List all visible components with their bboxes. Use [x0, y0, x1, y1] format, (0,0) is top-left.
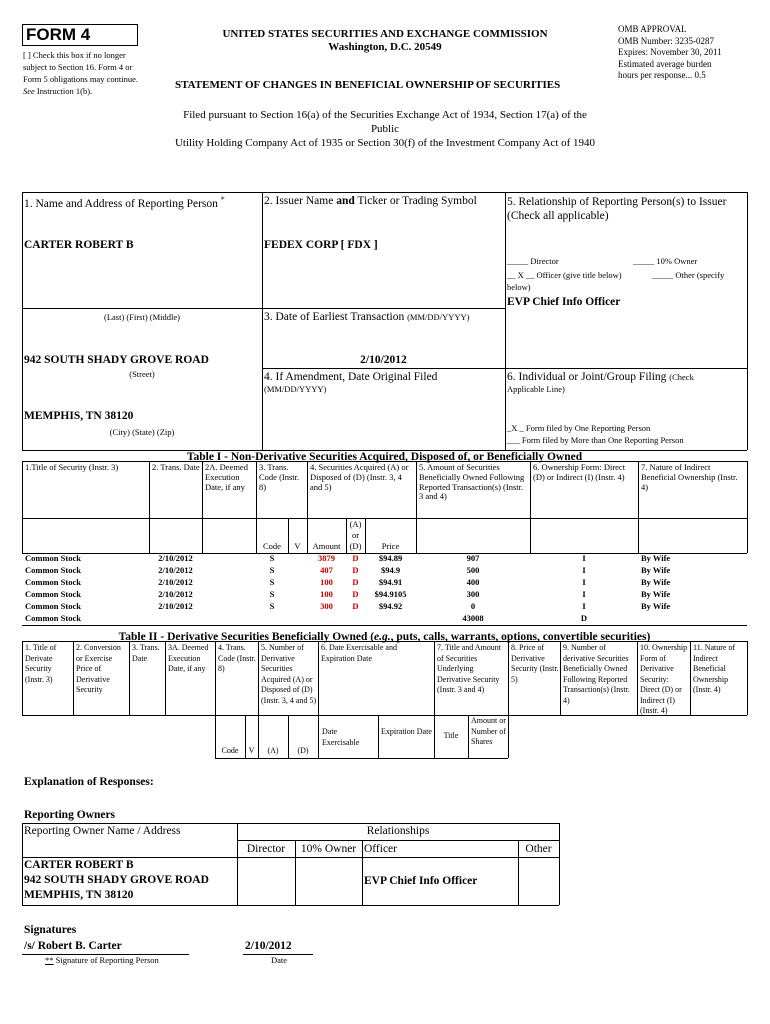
agency-name: UNITED STATES SECURITIES AND EXCHANGE COMMISSION	[222, 28, 548, 40]
t1-amount	[307, 613, 346, 625]
t2-col-underlying: 7. Title and Amount of Securities Underlying Derivative Security (Instr. 3 and 4)	[437, 643, 502, 694]
t1-date: 2/10/2012	[158, 577, 193, 588]
table2-title-pre: Table II - Derivative Securities Beneficially Owned (	[118, 631, 375, 643]
owners-col-director: Director	[246, 843, 286, 855]
owners-col-officer: Officer	[364, 843, 397, 855]
t1-col-nature: 7. Nature of Indirect Beneficial Ownership (Instr. 4)	[641, 462, 738, 492]
table2-title-post: , puts, calls, warrants, options, convertible securities)	[390, 631, 651, 643]
box1-star: *	[220, 195, 225, 204]
t1-nature: By Wife	[641, 589, 671, 600]
owner-officer-title: EVP Chief Info Officer	[364, 875, 478, 887]
form-title: FORM 4	[26, 25, 91, 44]
t1-amount: 100	[320, 589, 333, 600]
t2-col-exercisable: 6. Date Exercisable and Expiration Date	[321, 643, 397, 663]
t1-ad	[346, 613, 365, 625]
box6-label-text: 6. Individual or Joint/Group Filing	[507, 371, 667, 383]
reporting-person-name: CARTER ROBERT B	[24, 239, 134, 251]
t1-owned: 43008	[462, 613, 484, 624]
t1-price: $94.9	[380, 565, 401, 576]
box5-label	[507, 195, 726, 223]
t1-ad: D	[352, 601, 359, 612]
box3-label-text: 3. Date of Earliest Transaction	[264, 311, 405, 323]
t1-col-code: 3. Trans. Code (Instr. 8)	[259, 462, 300, 492]
rel-below: below)	[507, 282, 531, 292]
check-box-see: See	[23, 86, 35, 96]
t2-col-code: 4. Trans. Code (Instr. 8)	[218, 643, 256, 673]
t1-form: I	[582, 601, 586, 612]
t1-form: I	[582, 565, 586, 576]
rel-ten-percent: _____ 10% Owner	[633, 256, 698, 266]
t2-sub-v: V	[248, 746, 255, 755]
rel-officer: __ X __ Officer (give title below)	[507, 270, 622, 280]
t1-form: I	[582, 553, 586, 564]
omb-burden: Estimated average burden	[618, 58, 712, 69]
t1-col-deemed: 2A. Deemed Execution Date, if any	[205, 462, 248, 492]
t1-nature: By Wife	[641, 601, 671, 612]
t2-col-nature: 11. Nature of Indirect Beneficial Ownership (Instr. 4)	[693, 643, 736, 694]
owners-heading: Reporting Owners	[24, 809, 116, 821]
t1-code: S	[269, 553, 275, 564]
t1-price: $94.9105	[374, 589, 407, 600]
table-row	[22, 553, 747, 565]
table2-title-eg: e.g.	[374, 631, 391, 643]
signatures-heading: Signatures	[24, 924, 77, 936]
t2-sub-exp: Expiration Date	[381, 727, 432, 736]
box5-label-1: 5. Relationship of Reporting Person(s) to Issuer	[507, 196, 727, 208]
box6-label-small-2: Applicable Line)	[507, 384, 565, 394]
omb-approval: OMB APPROVAL	[618, 24, 687, 34]
t2-sub-a: (A)	[267, 746, 279, 755]
signature-date: 2/10/2012	[245, 940, 292, 952]
omb-number: OMB Number: 3235-0287	[618, 35, 714, 46]
reporting-street: 942 SOUTH SHADY GROVE ROAD	[24, 354, 209, 366]
omb-box	[618, 24, 722, 82]
check-box-note-text: [ ] Check this box if no longer subject to Section 16. Form 4 or Form 5 obligations may continue.	[23, 50, 138, 84]
t1-col-title: 1.Title of Security (Instr. 3)	[25, 462, 119, 472]
t1-form: D	[580, 613, 588, 624]
owners-col-other: Other	[525, 843, 552, 855]
t1-sub-price: Price	[381, 541, 400, 551]
filed-line-1: Filed pursuant to Section 16(a) of the Securities Exchange Act of 1934, Section 17(a) of the	[183, 109, 587, 121]
t1-date	[149, 613, 202, 625]
earliest-transaction-date: 2/10/2012	[360, 354, 407, 366]
omb-expires: Expires: November 30, 2011	[618, 47, 722, 57]
t1-ad: D	[352, 565, 359, 576]
rel-other: _____ Other (specify	[652, 270, 725, 280]
owner-street: 942 SOUTH SHADY GROVE ROAD	[24, 874, 209, 886]
t2-sub-d: (D)	[297, 746, 309, 755]
t1-col-form: 6. Ownership Form: Direct (D) or Indirect (I) (Instr. 4)	[533, 462, 626, 482]
table-row	[22, 601, 747, 613]
owner-address	[24, 858, 209, 903]
t2-col-deemed: 3A. Deemed Execution Date, if any	[168, 643, 209, 673]
t1-owned: 907	[466, 553, 480, 564]
street-label: (Street)	[129, 369, 155, 379]
box5-label-2: (Check all applicable)	[507, 210, 609, 222]
signature-label-text: Signature of Reporting Person	[55, 955, 159, 965]
t2-col-conversion: 2. Conversion or Exercise Price of Derivative Security	[76, 643, 121, 694]
t1-security: Common Stock	[25, 601, 81, 612]
table-row	[22, 613, 747, 625]
t2-col-form: 10. Ownership Form of Derivative Security: Direct (D) or Indirect (I) (Instr. 4)	[640, 643, 688, 715]
t1-sub-v: V	[294, 541, 301, 551]
city-label: (City) (State) (Zip)	[109, 427, 175, 437]
table1-title: Table I - Non-Derivative Securities Acquired, Disposed of, or Beneficially Owned	[186, 451, 583, 463]
t1-security: Common Stock	[25, 553, 81, 564]
box1-label	[24, 195, 225, 211]
box2-label-post: Ticker or Trading Symbol	[357, 195, 477, 207]
filing-multiple: ___ Form filed by More than One Reporting Person	[507, 435, 684, 445]
check-box-note	[23, 49, 151, 97]
t1-price: $94.91	[378, 577, 403, 588]
t1-price: $94.92	[378, 601, 403, 612]
box3-label-small: (MM/DD/YYYY)	[407, 312, 470, 322]
t1-date: 2/10/2012	[158, 553, 193, 564]
signature-label-stars: **	[45, 955, 54, 965]
t1-price: $94.89	[378, 553, 403, 564]
t1-security: Common Stock	[25, 613, 81, 624]
box2-label-and: and	[336, 195, 355, 207]
signer-name: /s/ Robert B. Carter	[24, 940, 122, 952]
filed-line-3: Utility Holding Company Act of 1935 or Section 30(f) of the Investment Company Act of 1940	[174, 137, 596, 149]
table-row	[22, 565, 747, 577]
box2-label-pre: 2. Issuer Name	[264, 195, 334, 207]
box6-label-small: (Check	[669, 372, 694, 382]
t1-code: S	[269, 601, 275, 612]
box6-label	[507, 371, 694, 384]
date-label: Date	[271, 955, 288, 965]
t2-col-number: 5. Number of Derivative Securities Acquired (A) or Disposed of (D) (Instr. 3, 4 and 5)	[261, 643, 317, 705]
owner-name: CARTER ROBERT B	[24, 859, 134, 871]
t2-col-owned: 9. Number of derivative Securities Beneficially Owned Following Reported Transaction(s) (Instr. 4)	[563, 643, 630, 705]
omb-burden-hours: hours per response... 0.5	[618, 70, 706, 80]
t1-security: Common Stock	[25, 577, 81, 588]
table-row	[22, 577, 747, 589]
rel-director: _____ Director	[507, 256, 559, 266]
t1-form: I	[582, 589, 586, 600]
name-parts-label: (Last) (First) (Middle)	[103, 312, 180, 322]
t1-nature: By Wife	[641, 577, 671, 588]
t1-code: S	[269, 565, 275, 576]
t2-sub-title: Title	[443, 731, 459, 740]
box1-label-text: 1. Name and Address of Reporting Person	[24, 197, 218, 210]
t1-security: Common Stock	[25, 565, 81, 576]
owners-col-name: Reporting Owner Name / Address	[24, 825, 181, 837]
t1-code	[256, 613, 288, 625]
filed-line-2: Public	[370, 123, 400, 135]
t2-sub-code: Code	[221, 746, 239, 755]
t1-nature: By Wife	[641, 553, 671, 564]
t1-ad: D	[352, 589, 359, 600]
box4-label: 4. If Amendment, Date Original Filed	[264, 371, 438, 383]
owners-col-relationships: Relationships	[366, 825, 430, 837]
table-row	[22, 589, 747, 601]
t1-nature: By Wife	[641, 565, 671, 576]
check-box-instruction: Instruction 1(b).	[36, 86, 93, 96]
t1-amount: 300	[320, 601, 333, 612]
statement-title: STATEMENT OF CHANGES IN BENEFICIAL OWNERSHIP OF SECURITIES	[175, 79, 561, 91]
t1-owned: 300	[466, 589, 480, 600]
t1-owned: 400	[466, 577, 480, 588]
t1-code: S	[269, 577, 275, 588]
t1-owned: 0	[470, 601, 476, 612]
t2-col-date: 3. Trans. Date	[132, 643, 160, 663]
box3-label	[264, 311, 469, 324]
t1-ad: D	[352, 577, 359, 588]
t1-date: 2/10/2012	[158, 565, 193, 576]
t1-date: 2/10/2012	[158, 589, 193, 600]
t1-code: S	[269, 589, 275, 600]
t1-amount: 3879	[318, 553, 335, 564]
t1-sub-amount: Amount	[312, 541, 341, 551]
owners-col-ten: 10% Owner	[300, 843, 357, 855]
table1-body	[22, 553, 747, 625]
t2-col-title: 1. Title of Derivate Security (Instr. 3)	[25, 643, 57, 684]
issuer-name: FEDEX CORP [ FDX ]	[264, 239, 378, 251]
signature-label	[45, 956, 159, 966]
owner-city: MEMPHIS, TN 38120	[24, 889, 134, 901]
box2-label	[264, 195, 477, 208]
t1-col-acquired: 4. Securities Acquired (A) or Disposed of (D) (Instr. 3, 4 and 5)	[310, 462, 409, 492]
reporting-city: MEMPHIS, TN 38120	[24, 410, 134, 422]
t1-sub-aord: (A) or (D)	[349, 519, 362, 551]
t1-date: 2/10/2012	[158, 601, 193, 612]
filed-pursuant	[100, 108, 670, 150]
t1-amount: 100	[320, 577, 333, 588]
t1-ad: D	[352, 553, 359, 564]
table1-rows	[22, 553, 747, 625]
agency-city: Washington, D.C. 20549	[328, 41, 442, 53]
t1-price	[365, 613, 416, 625]
t2-col-price: 8. Price of Derivative Security (Instr. 5)	[511, 643, 559, 684]
box4-label-small: (MM/DD/YYYY)	[264, 384, 327, 394]
t1-col-owned: 5. Amount of Securities Beneficially Owned Following Reported Transaction(s) (Instr. 3 and 4)	[419, 462, 525, 502]
t1-amount: 407	[320, 565, 333, 576]
t2-sub-date-ex: Date Exercisable	[322, 727, 360, 747]
officer-title: EVP Chief Info Officer	[507, 296, 621, 308]
t1-col-date: 2. Trans. Date	[152, 462, 200, 472]
t1-form: I	[582, 577, 586, 588]
t1-sub-code: Code	[263, 541, 281, 551]
t1-owned: 500	[466, 565, 480, 576]
t2-sub-amount: Amount or Number of Shares	[471, 716, 506, 746]
t1-security: Common Stock	[25, 589, 81, 600]
filing-one-person: _X _ Form filed by One Reporting Person	[507, 423, 651, 433]
explanation-heading: Explanation of Responses:	[24, 776, 154, 788]
t1-nature	[638, 613, 747, 625]
